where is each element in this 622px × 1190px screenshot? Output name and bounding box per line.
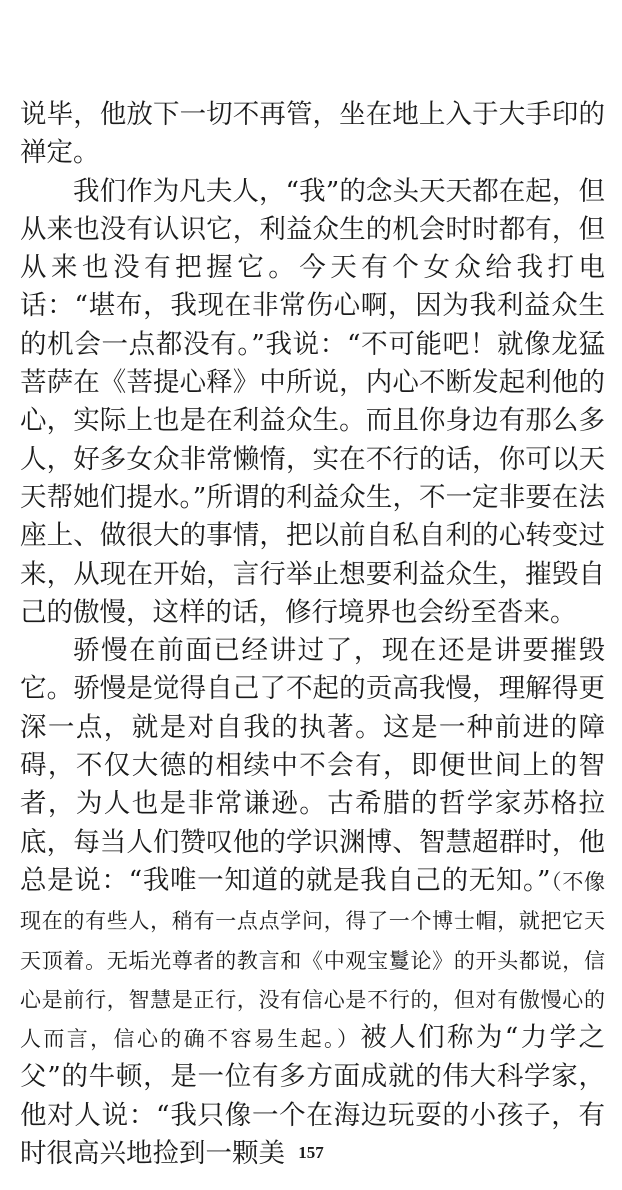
parenthetical-note: （不像现在的有些人，稍有一点点学问，得了一个博士帽，就把它天天顶着。无垢光尊者的教言和《中观宝鬘论》的开头都说，信心是前行，智慧是正行，没有信心是不行的，但对有傲慢心的人而言，信心的确不容易生起。） (20, 869, 605, 1052)
paragraph-2: 我们作为凡夫人，“我”的念头天天都在起，但从来也没有认识它，利益众生的机会时时都有，但从来也没有把握它。今天有个女众给我打电话：“堪布，我现在非常伤心啊，因为我利益众生的机会一点都没有。”我说：“不可能吧！就像龙猛菩萨在《菩提心释》中所说，内心不断发起利他的心，实际上也是在利益众生。而且你身边有那么多人，好多女众非常懒惰，实在不行的话，你可以天天帮她们提水。”所谓的利益众生，不一定非要在法座上、做很大的事情，把以前自私自利的心转变过来，从现在开始，言行举止想要利益众生，摧毁自己的傲慢，这样的话，修行境界也会纷至沓来。 (20, 175, 605, 628)
paragraph-3 (20, 632, 605, 1173)
page-number: 157 (298, 1143, 324, 1162)
body-text (20, 96, 605, 1173)
paragraph-1: 说毕，他放下一切不再管，坐在地上入于大手印的禅定。 (20, 99, 605, 169)
paragraph-3-main-text: 骄慢在前面已经讲过了，现在还是讲要摧毁它。骄慢是觉得自己了不起的贡高我慢，理解得更深一点，就是对自我的执著。这是一种前进的障碍，不仅大德的相续中不会有，即便世间上的智者，为人也是非常谦逊。古希腊的哲学家苏格拉底，每当人们赞叹他的学识渊博、智慧超群时，他总是说：“我唯一知道的就是我自己的无知。” (20, 635, 605, 896)
paragraph-3-continuation: 被人们称为“力学之父”的牛顿，是一位有多方面成就的伟大科学家，他对人说：“我只像一个在海边玩耍的小孩子，有时很高兴地捡到一颗美 (20, 1022, 605, 1170)
